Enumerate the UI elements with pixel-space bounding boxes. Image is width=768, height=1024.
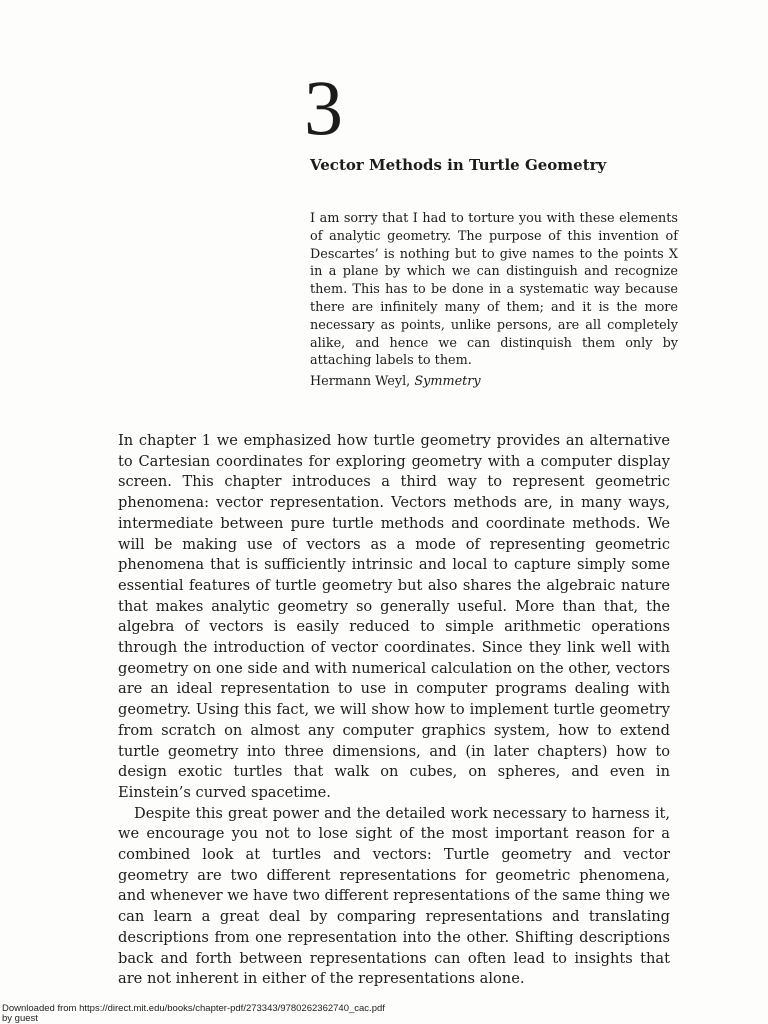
download-footer [2, 1004, 385, 1024]
chapter-title: Vector Methods in Turtle Geometry [310, 156, 607, 174]
epigraph-book: Symmetry [414, 374, 481, 390]
body-paragraph-1: In chapter 1 we emphasized how turtle geometry provides an alternative to Cartesian coordinates for exploring geometry with a computer display screen. This chapter introduces a third way to represent geometric phenomena: vector representation. Vectors methods are, in many ways, intermediate between pure turtle methods and coordinate methods. We will be making use of vectors as a mode of representing geometric phenomena that is sufficiently intrinsic and local to capture simply some essential features of turtle geometry but also shares the algebraic nature that makes analytic geometry so generally useful. More than that, the algebra of vectors is easily reduced to simple arithmetic operations through the introduction of vector coordinates. Since they link well with geometry on one side and with numerical calculation on the other, vectors are an ideal representation to use in computer programs dealing with geometry. Using this fact, we will show how to implement turtle geometry from scratch on almost any computer graphics system, how to extend turtle geometry into three dimensions, and (in later chapters) how to design exotic turtles that walk on cubes, on spheres, and even in Einstein’s curved spacetime. [118, 432, 670, 801]
footer-source-link[interactable]: Downloaded from https://direct.mit.edu/books/chapter-pdf/273343/9780262362740_cac.pdf [2, 1003, 385, 1014]
footer-by-guest: by guest [2, 1013, 38, 1024]
epigraph [310, 210, 678, 391]
body-paragraph-2: Despite this great power and the detailed work necessary to harness it, we encourage you not to lose sight of the most important reason for a combined look at turtles and vectors: Turtle geometry and vector geometry are two different representations for geometric phenomena, and whenever we have two different representations of the same thing we can learn a great deal by comparing representations and translating descriptions from one representation into the other. Shifting descriptions back and forth between representations can often lead to insights that are not inherent in either of the representations alone. [118, 804, 670, 988]
epigraph-author: Hermann Weyl, [310, 374, 411, 390]
epigraph-attribution [310, 373, 678, 391]
epigraph-quote: I am sorry that I had to torture you with these elements of analytic geometry. The purpose of this invention of Descartes’ is nothing but to give names to the points X in a plane by which we can distinguish and recognize them. This has to be done in a systematic way because there are infinitely many of them; and it is the more necessary as points, unlike persons, are all completely alike, and hence we can distinquish them only by attaching labels to them. [310, 211, 678, 369]
body-text [118, 431, 670, 990]
chapter-number: 3 [304, 64, 343, 151]
